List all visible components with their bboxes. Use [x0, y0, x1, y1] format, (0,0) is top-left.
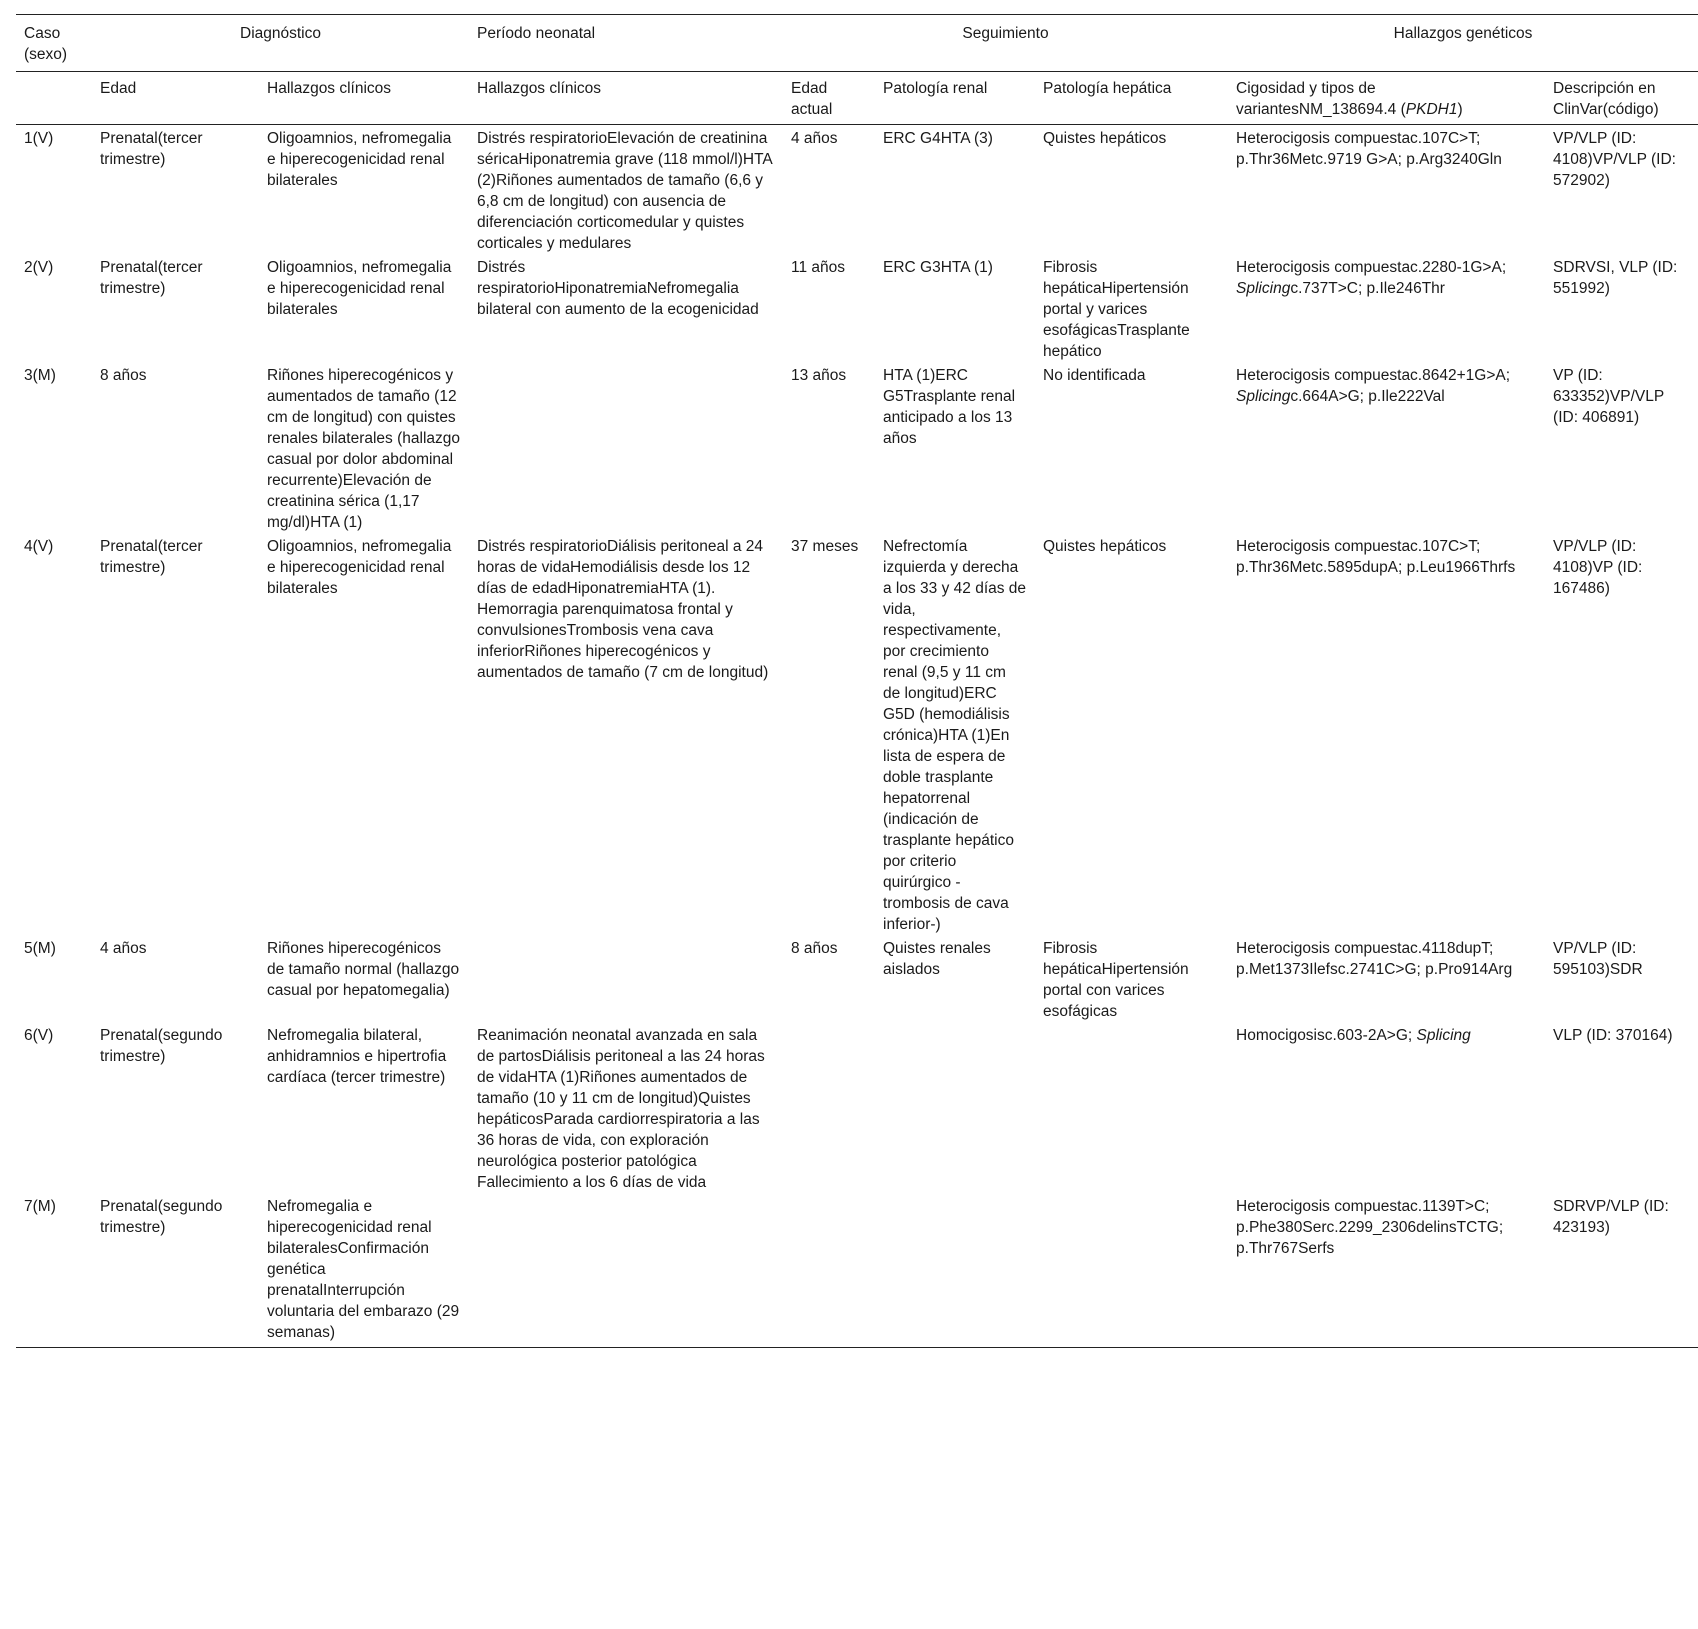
cell-caso: 5(M) [24, 940, 56, 957]
cell-caso: 3(M) [24, 367, 56, 384]
cell-cigosidad: Heterocigosis compuestac.2280-1G>A; Splicingc.737T>C; p.Ile246Thr [1236, 259, 1507, 297]
table-row [16, 362, 1698, 533]
cell-cigosidad: Heterocigosis compuestac.107C>T; p.Thr36Metc.5895dupA; p.Leu1966Thrfs [1236, 538, 1516, 576]
cell-patologia-renal [875, 1193, 1035, 1348]
cell-cigosidad: Heterocigosis compuestac.1139T>C; p.Phe380Serc.2299_2306delinsTCTG; p.Thr767Serfs [1228, 1193, 1545, 1348]
cell-cigosidad: Heterocigosis compuestac.8642+1G>A; Splicingc.664A>G; p.Ile222Val [1236, 367, 1511, 405]
cell-patologia-hepatica: No identificada [1043, 367, 1146, 384]
cell-neo-hallazgos [469, 935, 783, 1022]
cell-patologia-hepatica: Quistes hepáticos [1043, 130, 1167, 147]
cell-clinvar: SDRVP/VLP (ID: 423193) [1545, 1193, 1698, 1348]
cell-edad: 8 años [100, 367, 147, 384]
cell-patologia-hepatica: Quistes hepáticos [1043, 538, 1167, 555]
cell-neo-hallazgos: Distrés respiratorioHiponatremiaNefromegalia bilateral con aumento de la ecogenicidad [477, 259, 759, 318]
table-row [16, 254, 1698, 362]
clinical-table [16, 14, 1698, 1348]
subheader-edad: Edad [92, 72, 259, 125]
cell-caso: 6(V) [24, 1027, 54, 1044]
cell-diag-hallazgos: Oligoamnios, nefromegalia e hiperecogenicidad renal bilaterales [267, 259, 452, 318]
header-diagnostico: Diagnóstico [92, 15, 469, 72]
cell-edad-actual: 8 años [791, 940, 838, 957]
cell-patologia-hepatica [1035, 1022, 1228, 1193]
table-row [16, 1022, 1698, 1193]
table-row [16, 935, 1698, 1022]
table-row [16, 125, 1698, 255]
cell-caso: 4(V) [24, 538, 54, 555]
cell-patologia-hepatica [1035, 1193, 1228, 1348]
cell-edad-actual: 4 años [791, 130, 838, 147]
table-row [16, 1193, 1698, 1348]
cell-edad-actual: 11 años [791, 259, 846, 276]
cell-clinvar: VP/VLP (ID: 4108)VP/VLP (ID: 572902) [1553, 130, 1676, 189]
subheader-edad-actual: Edad actual [783, 72, 875, 125]
cell-neo-hallazgos [469, 1193, 783, 1348]
cell-diag-hallazgos: Nefromegalia bilateral, anhidramnios e hipertrofia cardíaca (tercer trimestre) [267, 1027, 447, 1086]
subheader-cigosidad: Cigosidad y tipos de variantesNM_138694.4 (PKDH1) [1228, 72, 1545, 125]
cell-edad-actual: 37 meses [791, 538, 859, 555]
cell-patologia-renal: ERC G3HTA (1) [883, 259, 993, 276]
cell-patologia-hepatica: Fibrosis hepáticaHipertensión portal con varices esofágicas [1043, 940, 1189, 1020]
table-row [16, 533, 1698, 935]
cell-clinvar: VP/VLP (ID: 595103)SDR [1553, 940, 1643, 978]
cell-diag-hallazgos: Nefromegalia e hiperecogenicidad renal bilateralesConfirmación genética prenatalInterrupción voluntaria del embarazo (29 semanas) [259, 1193, 469, 1348]
cell-caso: 1(V) [24, 130, 54, 147]
cell-edad-actual [783, 1193, 875, 1348]
cell-patologia-renal [875, 1022, 1035, 1193]
header-seguimiento: Seguimiento [783, 15, 1228, 72]
cell-edad: Prenatal(segundo trimestre) [100, 1027, 223, 1065]
cell-edad: Prenatal(tercer trimestre) [100, 130, 203, 168]
cell-patologia-renal: HTA (1)ERC G5Trasplante renal anticipado a los 13 años [883, 367, 1016, 447]
subheader-patologia-renal: Patología renal [875, 72, 1035, 125]
subheader-patologia-hepatica: Patología hepática [1035, 72, 1228, 125]
cell-patologia-renal: ERC G4HTA (3) [883, 130, 993, 147]
header-caso: Caso (sexo) [16, 15, 92, 72]
cell-neo-hallazgos: Distrés respiratorioElevación de creatinina séricaHiponatremia grave (118 mmol/l)HTA (2)Riñones aumentados de tamaño (6,6 y 6,8 cm de longitud) con ausencia de diferenciación corticomedular y quistes corticales y medulares [477, 130, 772, 252]
cell-neo-hallazgos: Reanimación neonatal avanzada en sala de partosDiálisis peritoneal a las 24 horas de vidaHTA (1)Riñones aumentados de tamaño (10 y 11 cm de longitud)Quistes hepáticosParada cardiorrespiratoria a las 36 horas de vida, con exploración neurológica posterior patológica Fallecimiento a los 6 días de vida [477, 1027, 765, 1191]
cell-clinvar: VP (ID: 633352)VP/VLP (ID: 406891) [1553, 367, 1664, 426]
cell-edad: 4 años [100, 940, 147, 957]
header-periodo-neonatal: Período neonatal [469, 15, 783, 72]
cell-cigosidad: Heterocigosis compuestac.4118dupT; p.Met1373Ilefsc.2741C>G; p.Pro914Arg [1236, 940, 1513, 978]
cell-caso: 2(V) [24, 259, 54, 276]
cell-caso: 7(M) [16, 1193, 92, 1348]
cell-edad: Prenatal(tercer trimestre) [100, 259, 203, 297]
cell-diag-hallazgos: Riñones hiperecogénicos y aumentados de tamaño (12 cm de longitud) con quistes renales bilaterales (hallazgo casual por dolor abdominal recurrente)Elevación de creatinina sérica (1,17 mg/dl)HTA (1) [267, 367, 461, 531]
cell-clinvar: VLP (ID: 370164) [1553, 1027, 1673, 1044]
cell-diag-hallazgos: Oligoamnios, nefromegalia e hiperecogenicidad renal bilaterales [267, 130, 452, 189]
cell-neo-hallazgos: Distrés respiratorioDiálisis peritoneal a 24 horas de vidaHemodiálisis desde los 12 días de edadHiponatremiaHTA (1). Hemorragia parenquimatosa frontal y convulsionesTrombosis vena cava inferiorRiñones hiperecogénicos y aumentados de tamaño (7 cm de longitud) [477, 538, 769, 681]
cell-cigosidad: Heterocigosis compuestac.107C>T; p.Thr36Metc.9719 G>A; p.Arg3240Gln [1236, 130, 1502, 168]
cell-neo-hallazgos [469, 362, 783, 533]
cell-patologia-renal: Quistes renales aislados [883, 940, 991, 978]
cell-clinvar: VP/VLP (ID: 4108)VP (ID: 167486) [1553, 538, 1643, 597]
cell-clinvar: SDRVSI, VLP (ID: 551992) [1553, 259, 1678, 297]
subheader-clinvar: Descripción en ClinVar(código) [1545, 72, 1698, 125]
subheader-row [16, 72, 1698, 125]
cell-edad: Prenatal(tercer trimestre) [100, 538, 203, 576]
cell-diag-hallazgos: Riñones hiperecogénicos de tamaño normal (hallazgo casual por hepatomegalia) [267, 940, 460, 999]
cell-edad-actual [783, 1022, 875, 1193]
cell-patologia-hepatica: Fibrosis hepáticaHipertensión portal y varices esofágicasTrasplante hepático [1043, 259, 1190, 360]
cell-cigosidad: Homocigosisc.603-2A>G; Splicing [1236, 1027, 1471, 1044]
subheader-neo-hallazgos: Hallazgos clínicos [469, 72, 783, 125]
cell-edad: Prenatal(segundo trimestre) [92, 1193, 259, 1348]
header-hallazgos-geneticos: Hallazgos genéticos [1228, 15, 1698, 72]
cell-diag-hallazgos: Oligoamnios, nefromegalia e hiperecogenicidad renal bilaterales [267, 538, 452, 597]
header-row [16, 15, 1698, 72]
subheader-diag-hallazgos: Hallazgos clínicos [259, 72, 469, 125]
cell-patologia-renal: Nefrectomía izquierda y derecha a los 33 y 42 días de vida, respectivamente, por crecimiento renal (9,5 y 11 cm de longitud)ERC G5D (hemodiálisis crónica)HTA (1)En lista de espera de doble trasplante hepatorrenal (indicación de trasplante hepático por criterio quirúrgico - trombosis de cava inferior-) [883, 538, 1027, 933]
cell-edad-actual: 13 años [791, 367, 847, 384]
